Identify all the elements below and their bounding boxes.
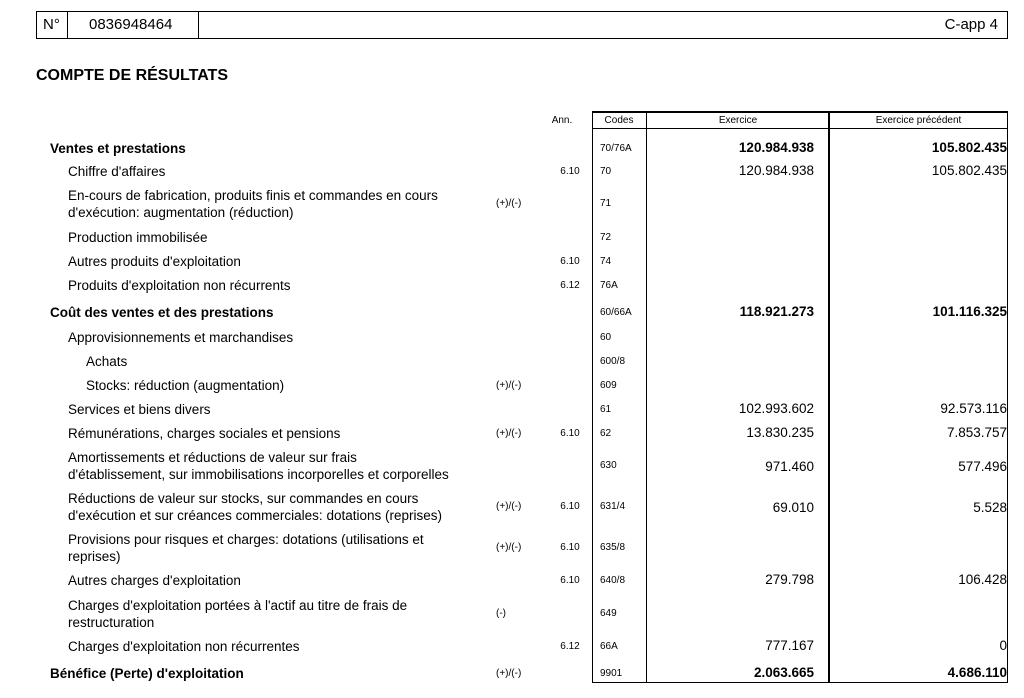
row-exercice-value: 971.460 — [765, 459, 814, 474]
row-label — [68, 638, 299, 655]
row-label — [86, 377, 284, 394]
row-label-line: Coût des ventes et des prestations — [50, 305, 274, 320]
row-label-line: d'exécution: augmentation (réduction) — [68, 205, 294, 220]
row-annex-note: 6.12 — [560, 280, 580, 291]
exercice-column-header: Exercice — [718, 115, 758, 126]
row-code: 76A — [600, 280, 618, 291]
row-label-line: d'établissement, sur immobilisations incorporelles et corporelles — [68, 467, 449, 482]
row-sign: (+)/(-) — [496, 428, 522, 439]
row-label-line: Amortissements et réductions de valeur sur frais — [68, 450, 357, 465]
row-code: 60 — [600, 332, 612, 343]
row-code: 635/8 — [600, 542, 626, 553]
row-code: 70/76A — [600, 143, 632, 154]
row-label — [68, 572, 241, 589]
company-number: 0836948464 — [89, 16, 173, 33]
exercice-box — [592, 111, 829, 683]
row-code: 66A — [600, 641, 618, 652]
row-precedent-value: 577.496 — [958, 459, 1007, 474]
row-annex-note: 6.10 — [560, 501, 580, 512]
header-separator — [67, 12, 68, 38]
row-exercice-value: 69.010 — [772, 500, 814, 515]
row-label-line: restructuration — [68, 615, 155, 630]
row-label-line: Bénéfice (Perte) d'exploitation — [50, 666, 244, 681]
row-label — [68, 490, 442, 524]
page-title: COMPTE DE RÉSULTATS — [36, 67, 228, 84]
row-label — [50, 304, 274, 321]
row-sign: (+)/(-) — [496, 542, 522, 553]
row-label — [86, 353, 127, 370]
row-code: 640/8 — [600, 575, 626, 586]
row-label — [50, 140, 186, 157]
row-label — [68, 229, 208, 246]
row-sign: (+)/(-) — [496, 380, 522, 391]
row-label — [68, 401, 211, 418]
row-code: 74 — [600, 256, 612, 267]
row-label-line: En-cours de fabrication, produits finis et commandes en cours — [68, 188, 438, 203]
row-precedent-value: 105.802.435 — [931, 163, 1007, 178]
row-label-line: Stocks: réduction (augmentation) — [86, 378, 285, 393]
row-label-line: Rémunérations, charges sociales et pensions — [68, 426, 341, 441]
ann-column-header: Ann. — [551, 115, 573, 126]
row-label-line: reprises) — [68, 549, 121, 564]
row-exercice-value: 13.830.235 — [746, 425, 814, 440]
row-label-line: Services et biens divers — [68, 402, 211, 417]
row-label-line: Achats — [86, 354, 128, 369]
row-code: 630 — [600, 460, 617, 471]
row-label-line: Provisions pour risques et charges: dotations (utilisations et — [68, 532, 424, 547]
row-code: 9901 — [600, 668, 623, 679]
row-label — [68, 277, 290, 294]
row-annex-note: 6.10 — [560, 542, 580, 553]
row-label — [68, 329, 293, 346]
row-label — [50, 665, 244, 682]
row-code: 62 — [600, 428, 612, 439]
row-annex-note: 6.10 — [560, 428, 580, 439]
row-label — [68, 531, 424, 565]
row-label-line: Réductions de valeur sur stocks, sur commandes en cours — [68, 491, 419, 506]
row-code: 649 — [600, 608, 617, 619]
row-annex-note: 6.10 — [560, 256, 580, 267]
row-annex-note: 6.10 — [560, 575, 580, 586]
row-label — [68, 163, 165, 180]
codes-separator — [646, 111, 647, 683]
row-label — [68, 597, 407, 631]
row-precedent-value: 5.528 — [973, 500, 1007, 515]
row-annex-note: 6.12 — [560, 641, 580, 652]
row-exercice-value: 120.984.938 — [738, 163, 814, 178]
row-label-line: Production immobilisée — [68, 230, 208, 245]
row-precedent-value: 0 — [999, 638, 1007, 653]
row-sign: (+)/(-) — [496, 198, 522, 209]
row-annex-note: 6.10 — [560, 166, 580, 177]
row-exercice-value: 2.063.665 — [753, 665, 814, 680]
row-code: 71 — [600, 198, 612, 209]
row-code: 600/8 — [600, 356, 626, 367]
row-sign: (+)/(-) — [496, 501, 522, 512]
row-label-line: d'exécution et sur créances commerciales: dotations (reprises) — [68, 508, 442, 523]
row-label — [68, 449, 449, 483]
row-label-line: Charges d'exploitation non récurrentes — [68, 639, 300, 654]
row-precedent-value: 105.802.435 — [931, 140, 1007, 155]
row-exercice-value: 102.993.602 — [738, 401, 814, 416]
row-label-line: Ventes et prestations — [50, 141, 186, 156]
row-label-line: Produits d'exploitation non récurrents — [68, 278, 291, 293]
form-code: C-app 4 — [944, 16, 998, 33]
row-code: 61 — [600, 404, 612, 415]
row-label — [68, 187, 438, 221]
row-code: 609 — [600, 380, 617, 391]
row-label-line: Autres charges d'exploitation — [68, 573, 241, 588]
header-separator — [198, 12, 199, 38]
row-sign: (+)/(-) — [496, 668, 522, 679]
row-exercice-value: 777.167 — [765, 638, 814, 653]
row-label-line: Autres produits d'exploitation — [68, 254, 241, 269]
precedent-column-header: Exercice précédent — [875, 115, 962, 126]
codes-column-header: Codes — [604, 115, 634, 126]
row-code: 631/4 — [600, 501, 626, 512]
row-label-line: Charges d'exploitation portées à l'actif au titre de frais de — [68, 598, 408, 613]
row-label — [68, 425, 340, 442]
header-box — [36, 11, 1008, 39]
row-sign: (-) — [496, 608, 506, 619]
row-precedent-value: 7.853.757 — [946, 425, 1007, 440]
row-exercice-value: 120.984.938 — [738, 140, 814, 155]
row-label-line: Chiffre d'affaires — [68, 164, 166, 179]
row-code: 60/66A — [600, 307, 632, 318]
row-precedent-value: 101.116.325 — [932, 304, 1007, 319]
row-exercice-value: 118.921.273 — [739, 304, 814, 319]
row-label — [68, 253, 241, 270]
precedent-box — [829, 111, 1008, 683]
row-exercice-value: 279.798 — [765, 572, 814, 587]
row-precedent-value: 92.573.116 — [940, 401, 1007, 416]
row-label-line: Approvisionnements et marchandises — [68, 330, 294, 345]
number-label: N° — [43, 16, 60, 33]
row-precedent-value: 106.428 — [958, 572, 1007, 587]
row-precedent-value: 4.686.110 — [947, 665, 1007, 680]
row-code: 72 — [600, 232, 612, 243]
row-code: 70 — [600, 166, 612, 177]
